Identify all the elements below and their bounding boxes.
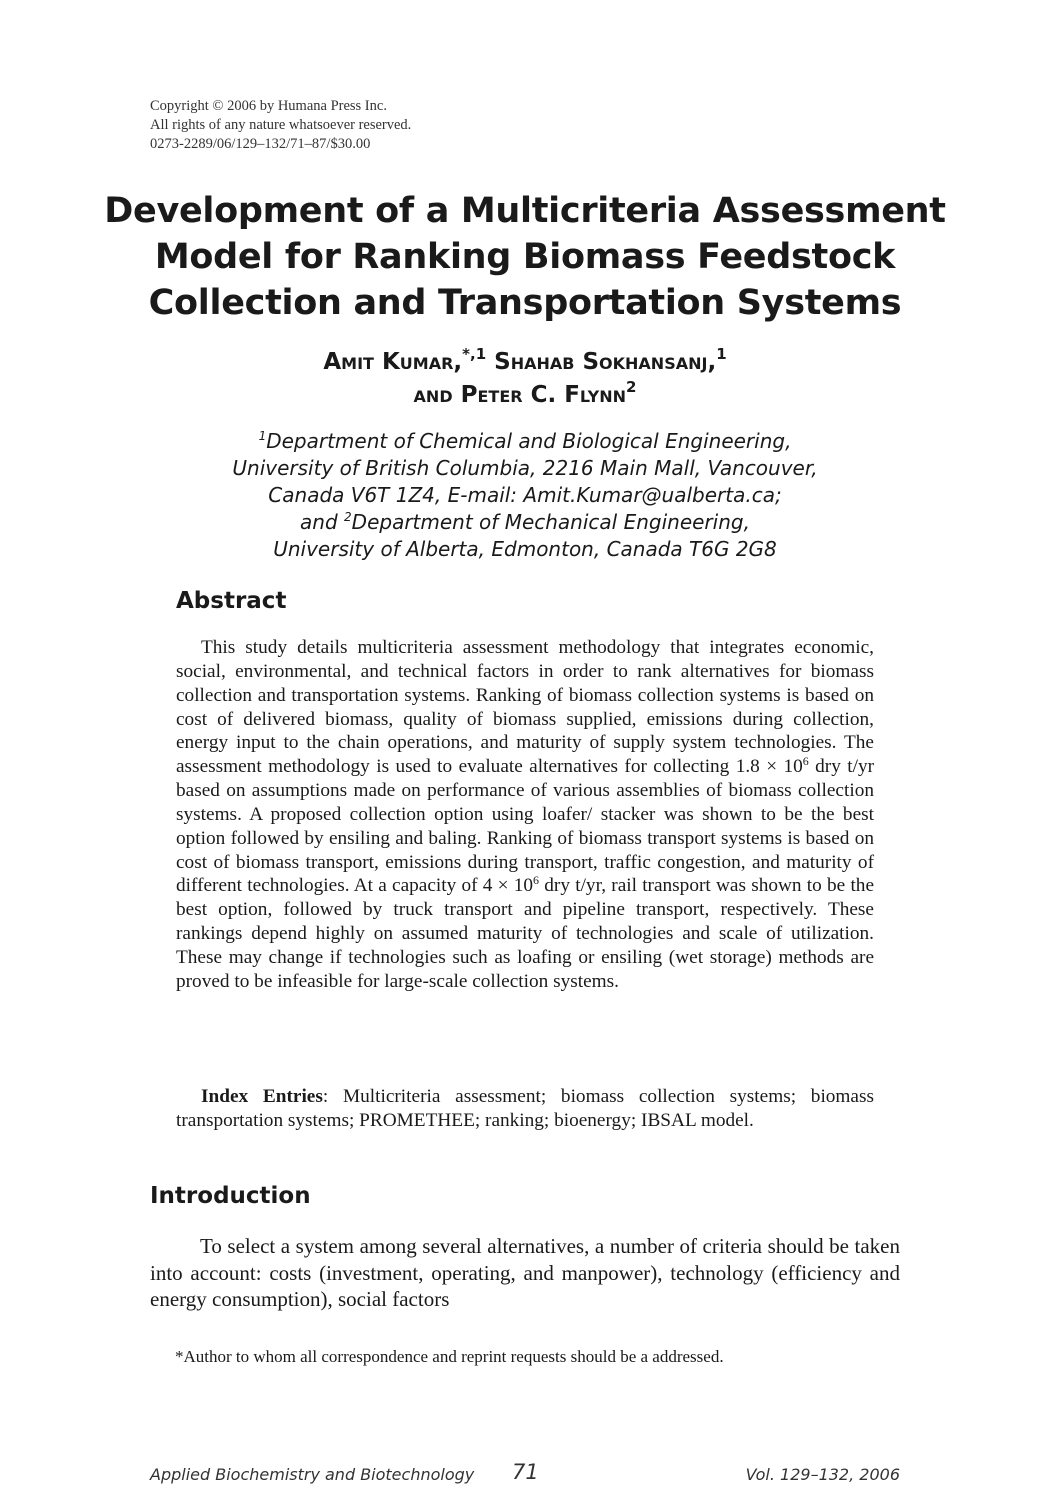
- affiliations: [0, 428, 1050, 563]
- abstract-text: dry t/yr, rail transport was shown to be the best option, followed by truck transport and pipeline transport, respectively. These rankings depend highly on assumed maturity of technologies and scale of utilization. These may change if technologies such as loafing or ensiling (wet storage) methods are proved to be infeasible for large-scale collection systems.: [176, 875, 875, 992]
- authors-line-2: [0, 379, 1050, 412]
- abstract-text: This study details multicriteria assessment methodology that integrates economic, social, environmental, and technical factors in order to rank alternatives for biomass collection and transportation systems. Ranking of biomass collection systems is based on cost of delivered biomass, quality of biomass supplied, emissions during collection, energy input to the chain operations, and maturity of supply system technologies. The assessment methodology is used to evaluate alternatives for collecting 1.8 × 10: [176, 637, 874, 778]
- affiliation-line: University of Alberta, Edmonton, Canada T6G 2G8: [273, 537, 777, 561]
- affil-text: Department of Chemical and Biological Engineering,: [266, 429, 792, 453]
- affil-marker: 1: [258, 429, 267, 443]
- affiliation-line: Canada V6T 1Z4, E-mail: Amit.Kumar@ualberta.ca;: [268, 483, 782, 507]
- page-number: 71: [512, 1460, 539, 1484]
- index-entries-text: : Multicriteria assessment; biomass collection systems; biomass transportation systems; PROMETHEE; ranking; bioenergy; IBSAL model.: [176, 1086, 874, 1131]
- copyright-block: [150, 97, 411, 154]
- title-line-2: Model for Ranking Biomass Feedstock: [154, 237, 896, 277]
- title-line-1: Development of a Multicriteria Assessment: [104, 191, 946, 231]
- author-conjunction: and: [413, 382, 453, 408]
- author-list: [0, 346, 1050, 412]
- affil-text: and: [300, 510, 345, 534]
- footnote: *Author to whom all correspondence and reprint requests should be a addressed.: [175, 1347, 724, 1366]
- exponent: 6: [802, 754, 809, 769]
- author-name: Peter C. Flynn: [460, 382, 626, 408]
- affil-marker: 2: [344, 510, 352, 524]
- author-name: Shahab Sokhansanj,: [494, 349, 717, 375]
- author-name: Amit Kumar,: [323, 349, 463, 375]
- authors-line-1: [0, 346, 1050, 379]
- author-affil-marker: *,1: [462, 345, 487, 363]
- affil-text: Department of Mechanical Engineering,: [351, 510, 750, 534]
- abstract-text: dry t/yr based on assumptions made on performance of various assemblies of biomass collection systems. A proposed collection option using loafer/ stacker was shown to be the best option followed by ensiling and baling. Ranking of biomass transport systems is based on cost of biomass transport, emissions during transport, traffic congestion, and maturity of different technologies. At a capacity of 4 × 10: [176, 756, 875, 897]
- author-affil-marker: 2: [626, 378, 637, 396]
- abstract-body: [176, 636, 874, 994]
- paper-title: [0, 188, 1050, 326]
- introduction-body: To select a system among several alternatives, a number of criteria should be taken into account: costs (investment, operating, and manpower), technology (efficiency and energy consumption), social factors: [150, 1234, 900, 1312]
- affiliation-line: [0, 428, 1050, 455]
- index-entries-label: Index Entries: [201, 1086, 323, 1107]
- footer-journal-name: Applied Biochemistry and Biotechnology: [150, 1465, 475, 1484]
- affiliation-line: [0, 509, 1050, 536]
- title-line-3: Collection and Transportation Systems: [148, 283, 902, 323]
- abstract-heading: Abstract: [176, 588, 287, 614]
- author-affil-marker: 1: [716, 345, 727, 363]
- copyright-line: Copyright © 2006 by Humana Press Inc.: [150, 98, 387, 114]
- affiliation-line: University of British Columbia, 2216 Main Mall, Vancouver,: [232, 456, 818, 480]
- introduction-heading: Introduction: [150, 1183, 311, 1209]
- footer-volume: Vol. 129–132, 2006: [745, 1465, 900, 1484]
- index-entries: [176, 1085, 874, 1133]
- exponent: 6: [533, 873, 540, 888]
- rights-line: All rights of any nature whatsoever reserved.: [150, 117, 412, 133]
- issn-line: 0273-2289/06/129–132/71–87/$30.00: [150, 136, 371, 152]
